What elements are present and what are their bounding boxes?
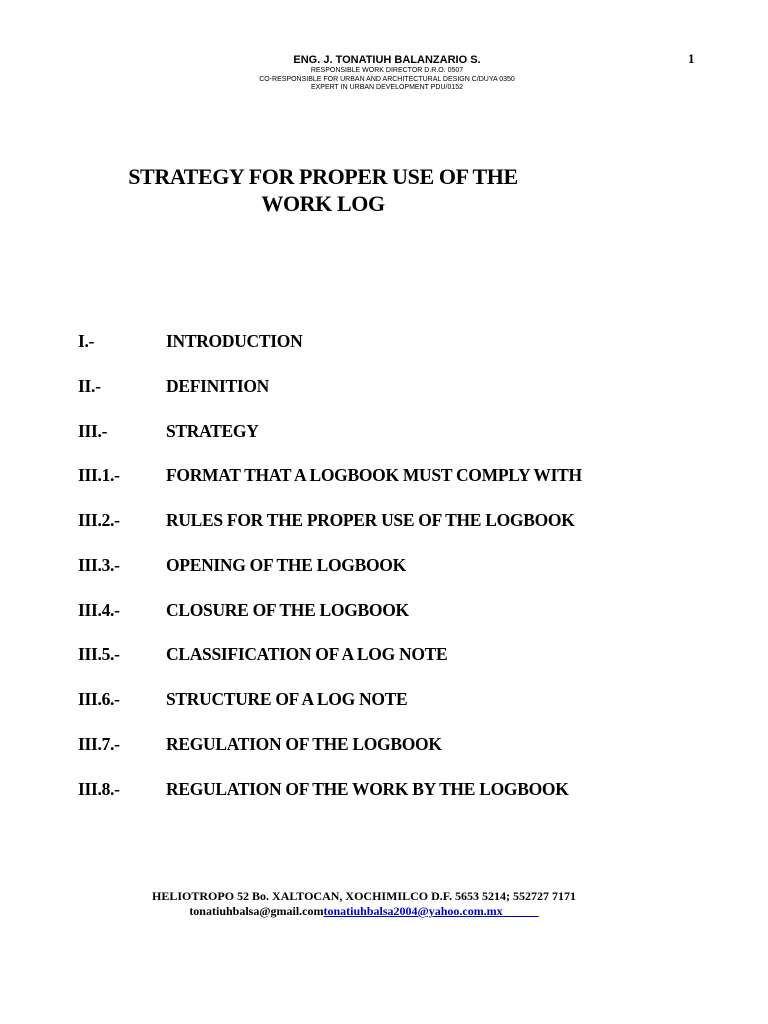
toc-text: DEFINITION: [166, 376, 269, 396]
toc-text: CLOSURE OF THE LOGBOOK: [166, 600, 409, 620]
toc-item-closure: [0, 598, 768, 622]
toc-number: III.1.-: [78, 465, 120, 485]
toc-item-opening: [0, 553, 768, 577]
toc-text: CLASSIFICATION OF A LOG NOTE: [166, 644, 448, 664]
toc-text: OPENING OF THE LOGBOOK: [166, 555, 406, 575]
link-underline-padding: [503, 904, 539, 918]
toc-text: REGULATION OF THE WORK BY THE LOGBOOK: [166, 779, 569, 799]
title-line-1: STRATEGY FOR PROPER USE OF THE: [128, 164, 518, 189]
toc-number: III.8.-: [78, 779, 120, 799]
footer: [0, 889, 728, 919]
title-line-2: WORK LOG: [261, 191, 385, 216]
toc-item-format: [0, 463, 768, 487]
toc-item-regulation-logbook: [0, 732, 768, 756]
toc-number: III.3.-: [78, 555, 120, 575]
toc-number: III.7.-: [78, 734, 120, 754]
toc-item-regulation-work: [0, 777, 768, 801]
toc-item-strategy: [0, 419, 768, 443]
toc-item-definition: [0, 374, 768, 398]
toc-number: II.-: [78, 376, 101, 396]
footer-contact: [0, 904, 728, 919]
footer-email: tonatiuhbalsa@gmail.com: [189, 904, 324, 918]
toc-number: III.4.-: [78, 600, 120, 620]
toc-number: III.5.-: [78, 644, 120, 664]
toc-text: STRUCTURE OF A LOG NOTE: [166, 689, 408, 709]
credential-line: CO-RESPONSIBLE FOR URBAN AND ARCHITECTURAL DESIGN C/DUYA 0350: [259, 75, 515, 83]
footer-address: HELIOTROPO 52 Bo. XALTOCAN, XOCHIMILCO D.F. 5653 5214; 552727 7171: [152, 889, 576, 903]
author-name: ENG. J. TONATIUH BALANZARIO S.: [293, 54, 481, 66]
toc-text: FORMAT THAT A LOGBOOK MUST COMPLY WITH: [166, 465, 582, 485]
page-number: 1: [688, 51, 695, 66]
credential-line: RESPONSIBLE WORK DIRECTOR D.R.O. 0507: [310, 67, 464, 74]
credential-line: EXPERT IN URBAN DEVELOPMENT PDU/0152: [310, 84, 464, 91]
toc-number: III.6.-: [78, 689, 120, 709]
toc-number: III.2.-: [78, 510, 120, 530]
toc-item-rules: [0, 508, 768, 532]
toc-text: REGULATION OF THE LOGBOOK: [166, 734, 442, 754]
toc-number: I.-: [78, 331, 95, 351]
toc-text: RULES FOR THE PROPER USE OF THE LOGBOOK: [166, 510, 575, 530]
toc-text: INTRODUCTION: [166, 331, 303, 351]
toc-number: III.-: [78, 421, 108, 441]
footer-email-link[interactable]: tonatiuhbalsa2004@yahoo.com.mx: [323, 904, 503, 918]
toc-item-structure: [0, 687, 768, 711]
toc-item-classification: [0, 642, 768, 666]
document-title: [0, 163, 646, 217]
letterhead: [0, 54, 768, 93]
toc-item-introduction: [0, 329, 768, 353]
toc-text: STRATEGY: [166, 421, 259, 441]
